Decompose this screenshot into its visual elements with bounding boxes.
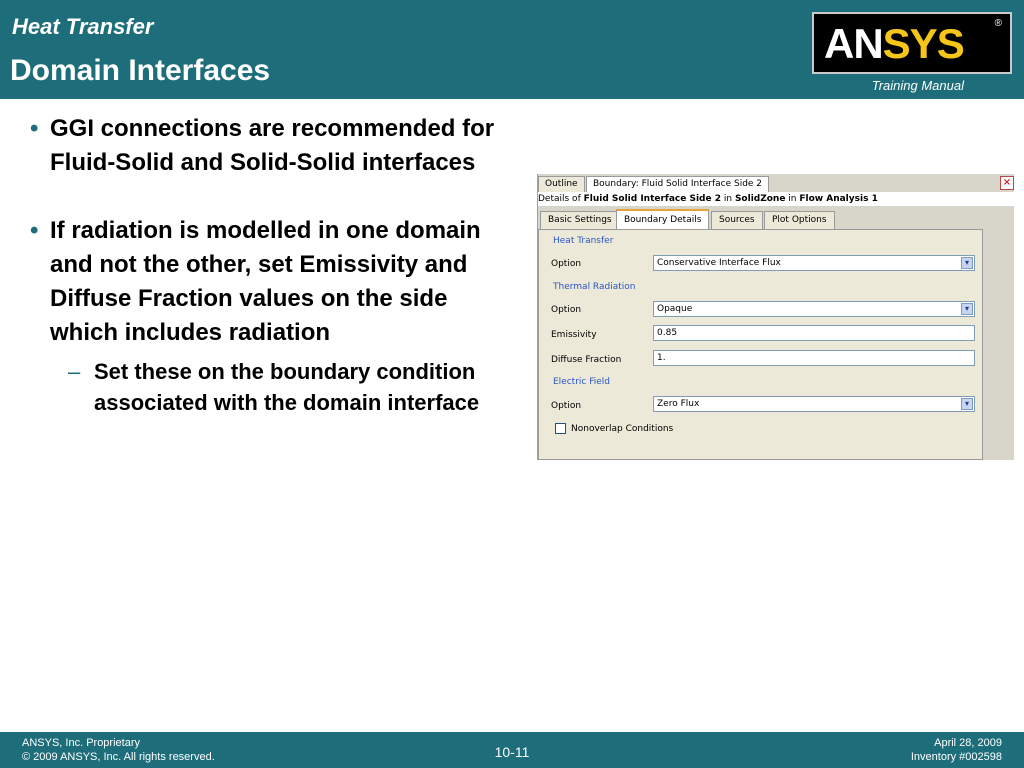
tab-boundary-details[interactable]: Boundary Details [616, 209, 709, 230]
registered-mark: ® [994, 18, 1002, 29]
top-tab-row [538, 174, 1014, 192]
chevron-down-icon[interactable]: ▾ [961, 303, 973, 315]
bullet-text: GGI connections are recommended for Fluid-Solid and Solid-Solid interfaces [50, 115, 495, 176]
logo-wordmark: ANSYS [824, 20, 964, 67]
chevron-down-icon[interactable]: ▾ [961, 398, 973, 410]
ansys-logo [812, 12, 1012, 74]
chevron-down-icon[interactable]: ▾ [961, 257, 973, 269]
tab-outline[interactable]: Outline [538, 176, 585, 192]
course-title: Heat Transfer [12, 14, 154, 39]
nonoverlap-checkbox[interactable] [555, 423, 566, 434]
panel-margin [984, 229, 1014, 460]
details-body [538, 229, 983, 460]
bullet-text: If radiation is modelled in one domain and not the other, set Emissivity and Diffuse Fraction values on the side which includes radiation [50, 217, 481, 346]
radiation-option-label: Option [551, 305, 582, 315]
close-icon[interactable]: × [1000, 176, 1014, 190]
footer-proprietary: ANSYS, Inc. Proprietary [22, 737, 140, 749]
bullet-list [30, 112, 510, 418]
bullet-marker: • [30, 217, 39, 244]
electric-option-select[interactable]: Zero Flux ▾ [653, 396, 975, 412]
details-breadcrumb: Details of Fluid Solid Interface Side 2 in SolidZone in Flow Analysis 1 [538, 192, 1014, 206]
sub-bullet-text: Set these on the boundary condition associated with the domain interface [94, 359, 480, 415]
footer-date: April 28, 2009 [934, 737, 1002, 749]
radiation-option-select[interactable]: Opaque ▾ [653, 301, 975, 317]
heat-transfer-option-label: Option [551, 259, 582, 269]
diffuse-fraction-field[interactable]: 1. [653, 350, 975, 366]
tab-boundary[interactable]: Boundary: Fluid Solid Interface Side 2 [586, 176, 769, 192]
slide-title: Domain Interfaces [10, 54, 271, 87]
tab-plot-options[interactable]: Plot Options [764, 211, 835, 229]
bullet-item [30, 214, 510, 350]
thermal-radiation-section[interactable]: Thermal Radiation [553, 282, 636, 292]
details-tab-row [538, 209, 1014, 229]
tab-basic-settings[interactable]: Basic Settings [540, 211, 620, 229]
bullet-marker: • [30, 115, 39, 142]
boundary-details-panel [537, 174, 1014, 460]
heat-transfer-option-select[interactable]: Conservative Interface Flux ▾ [653, 255, 975, 271]
bullet-item [30, 112, 510, 180]
emissivity-label: Emissivity [551, 330, 597, 340]
sub-bullet-item [30, 356, 510, 418]
sub-bullet-marker: – [68, 359, 81, 384]
training-manual-label: Training Manual [871, 78, 964, 93]
footer-inventory: Inventory #002598 [910, 751, 1002, 763]
page-number: 10-11 [494, 744, 530, 760]
heat-transfer-section[interactable]: Heat Transfer [553, 236, 614, 246]
nonoverlap-label: Nonoverlap Conditions [571, 424, 674, 434]
diffuse-fraction-label: Diffuse Fraction [551, 355, 622, 365]
electric-field-section[interactable]: Electric Field [553, 377, 610, 387]
tab-sources[interactable]: Sources [711, 211, 763, 229]
footer-copyright: © 2009 ANSYS, Inc. All rights reserved. [22, 751, 215, 763]
electric-option-label: Option [551, 401, 582, 411]
emissivity-field[interactable]: 0.85 [653, 325, 975, 341]
slide-footer [0, 732, 1024, 768]
